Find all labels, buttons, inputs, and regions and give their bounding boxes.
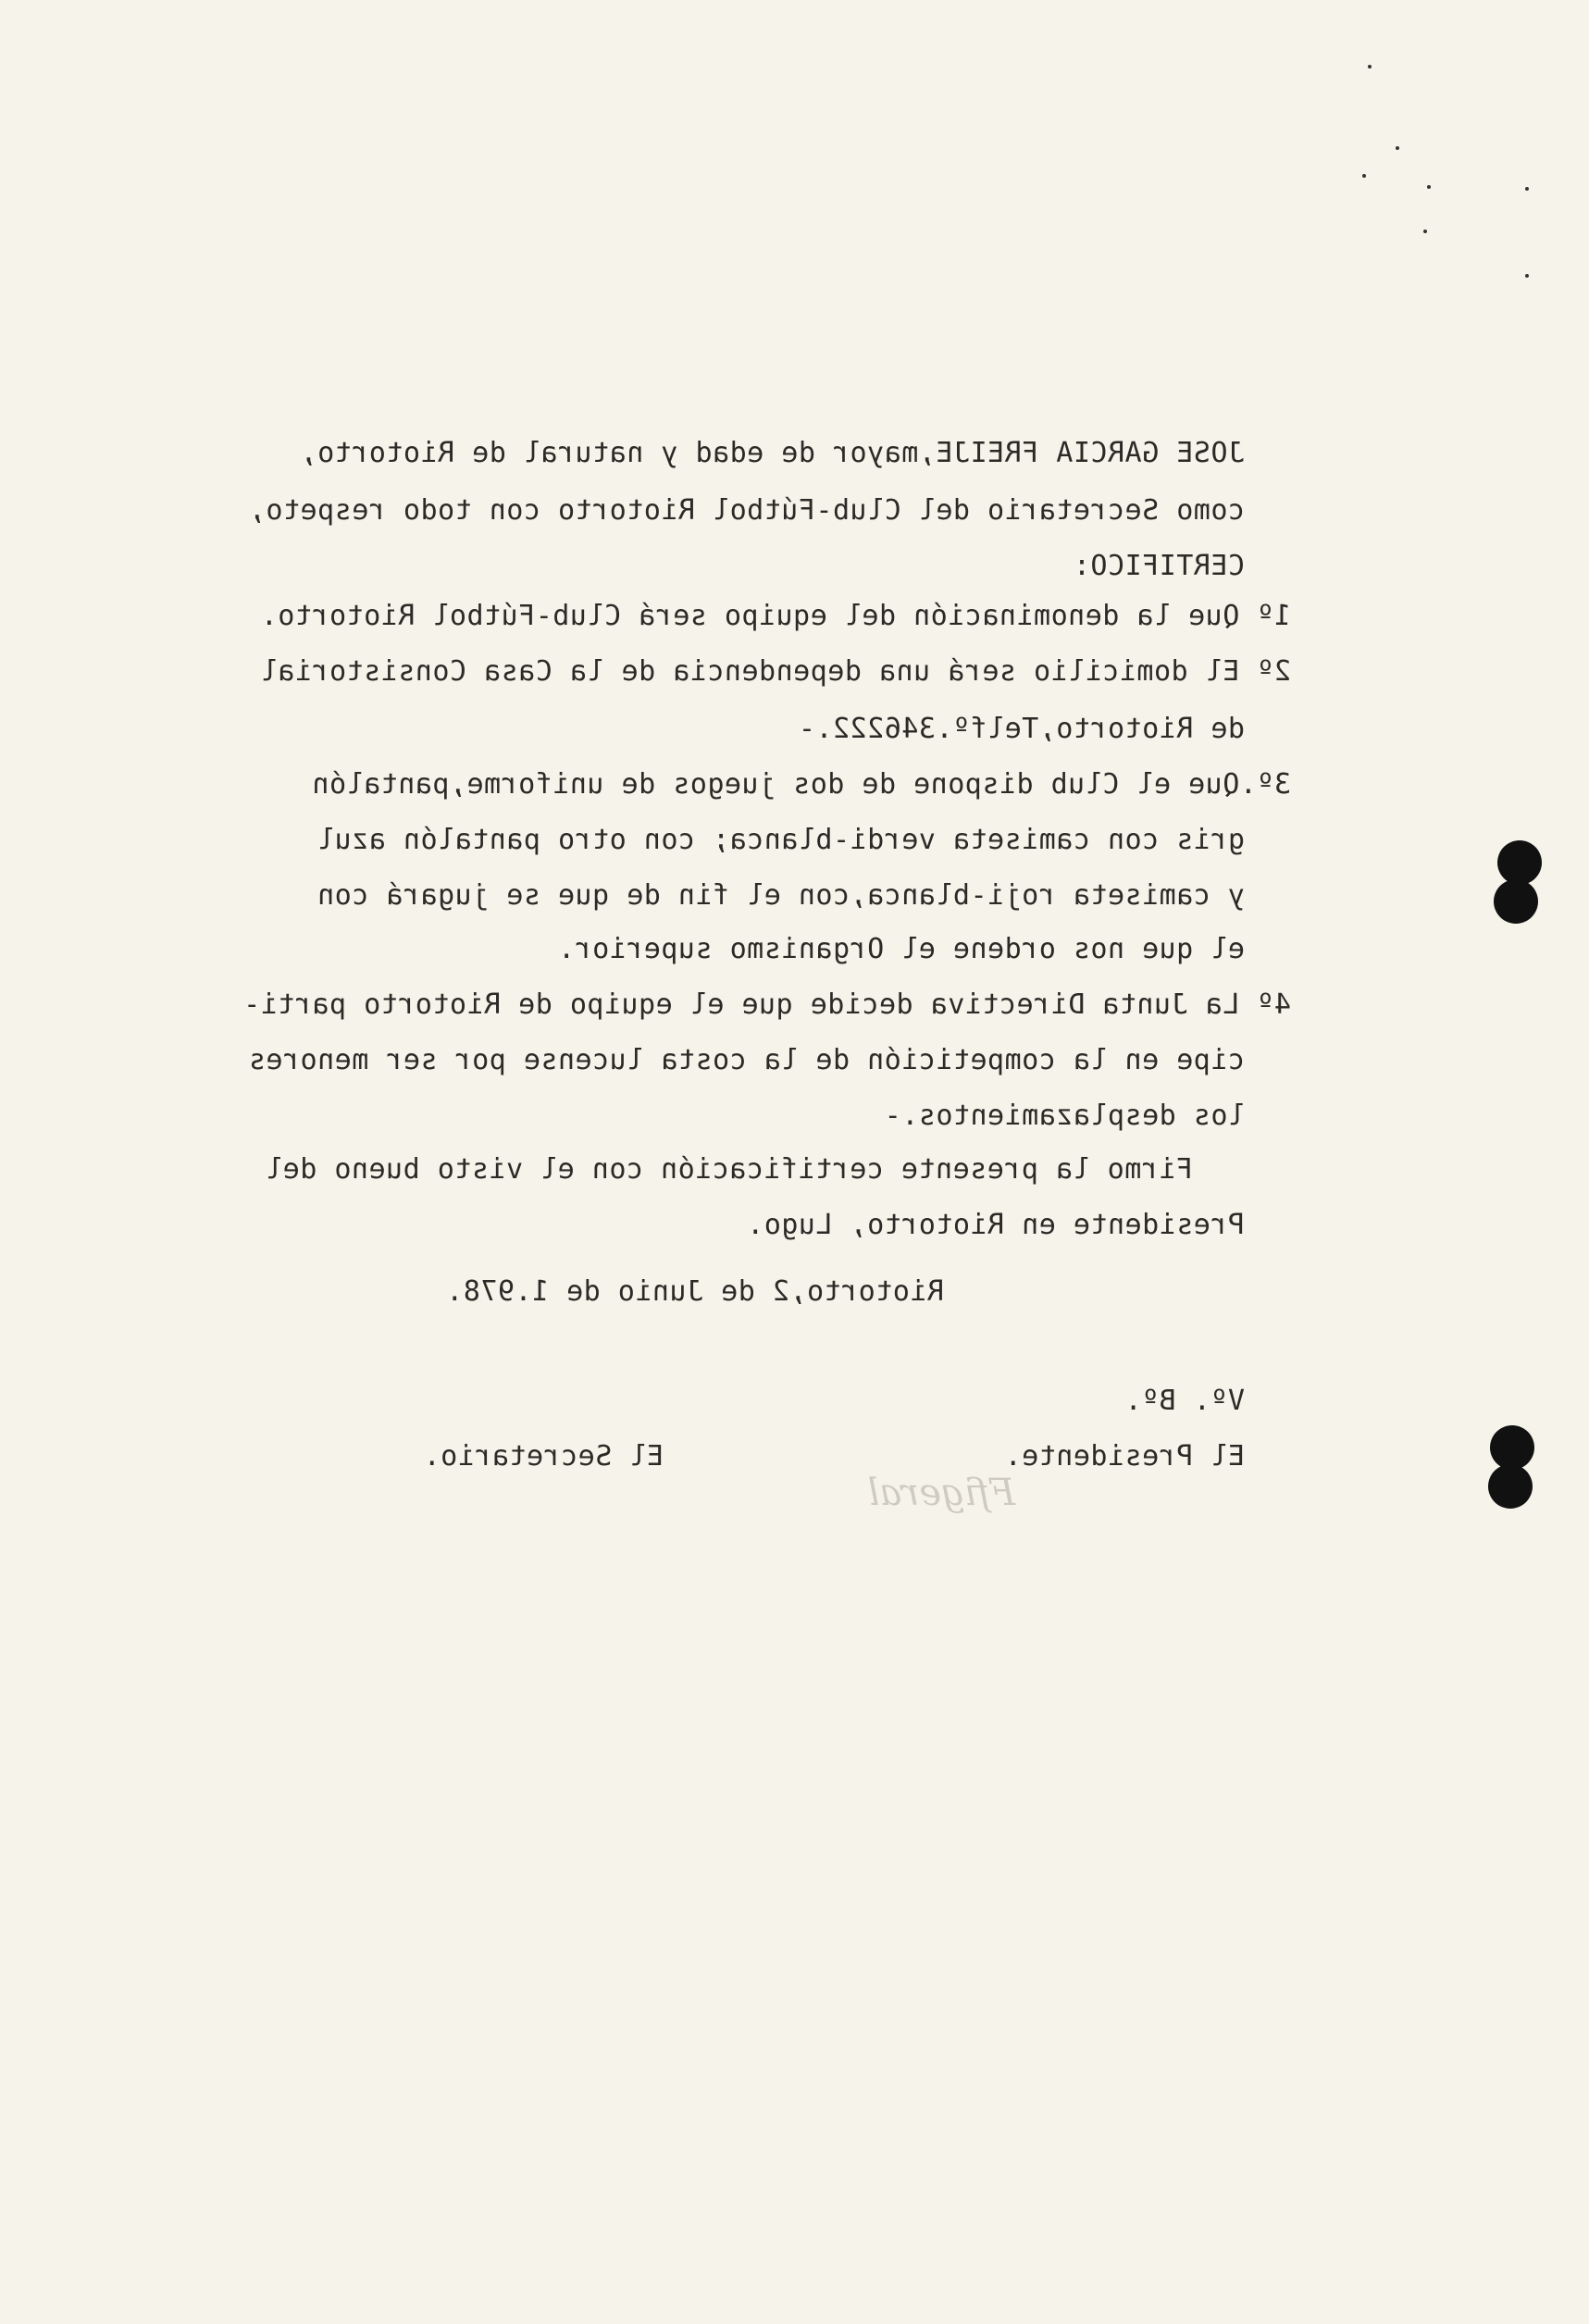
item-2-cont: de Riotorto,Telfº.346222.- <box>798 713 1245 745</box>
item-3-cont-3: el que nos ordene el Organismo superior. <box>557 933 1245 965</box>
header-line-2: como Secretario del Club-Fútbol Riotorto con todo respeto, <box>248 494 1245 527</box>
date-line: Riotorto,2 de Junio de 1.978. <box>445 1275 944 1308</box>
punch-hole-top-b <box>1494 879 1538 924</box>
closing-line-1: Firmo la presente certificación con el visto bueno del <box>265 1153 1193 1186</box>
item-4-cont-1: cipe en la competición de la costa lucense por ser menores <box>248 1044 1245 1076</box>
item-3: 3º.Que el Club dispone de dos juegos de uniforme,pantalón <box>311 768 1291 801</box>
speck <box>1525 187 1529 191</box>
item-3-cont-2: y camiseta roji-blanca,con el fin de que se jugará con <box>317 879 1245 912</box>
header-line-1: JOSE GARCIA FREIJE,mayor de edad y natural de Riotorto, <box>300 437 1245 469</box>
speck <box>1396 146 1399 150</box>
vobo-label: Vº. Bº. <box>1124 1385 1245 1417</box>
speck <box>1427 185 1431 189</box>
speck <box>1362 174 1366 178</box>
speck <box>1525 274 1529 278</box>
punch-hole-bottom-a <box>1490 1425 1534 1470</box>
item-4-cont-2: los desplazamientos.- <box>884 1100 1245 1132</box>
presidente-label: El Presidente. <box>1004 1440 1245 1473</box>
item-3-cont-1: gris con camiseta verdi-blanca; con otro pantalón azul <box>317 824 1245 856</box>
item-4: 4º La Junta Directiva decide que el equipo de Riotorto parti- <box>242 988 1291 1021</box>
secretario-label: El Secretario. <box>423 1440 664 1473</box>
signature-bleed: Ffigeral <box>867 1472 1015 1514</box>
speck <box>1368 65 1372 68</box>
item-2: 2º El domicilio será una dependencia de la Casa Consistorial <box>260 655 1291 688</box>
item-1: 1º Que la denominación del equipo será Club-Fútbol Riotorto. <box>260 600 1291 632</box>
speck <box>1423 230 1427 233</box>
closing-line-2: Presidente en Riotorto, Lugo. <box>746 1209 1245 1241</box>
punch-hole-top-a <box>1497 840 1542 885</box>
certifico-heading: CERTIFICO: <box>1073 550 1245 582</box>
punch-hole-bottom-b <box>1488 1464 1533 1509</box>
